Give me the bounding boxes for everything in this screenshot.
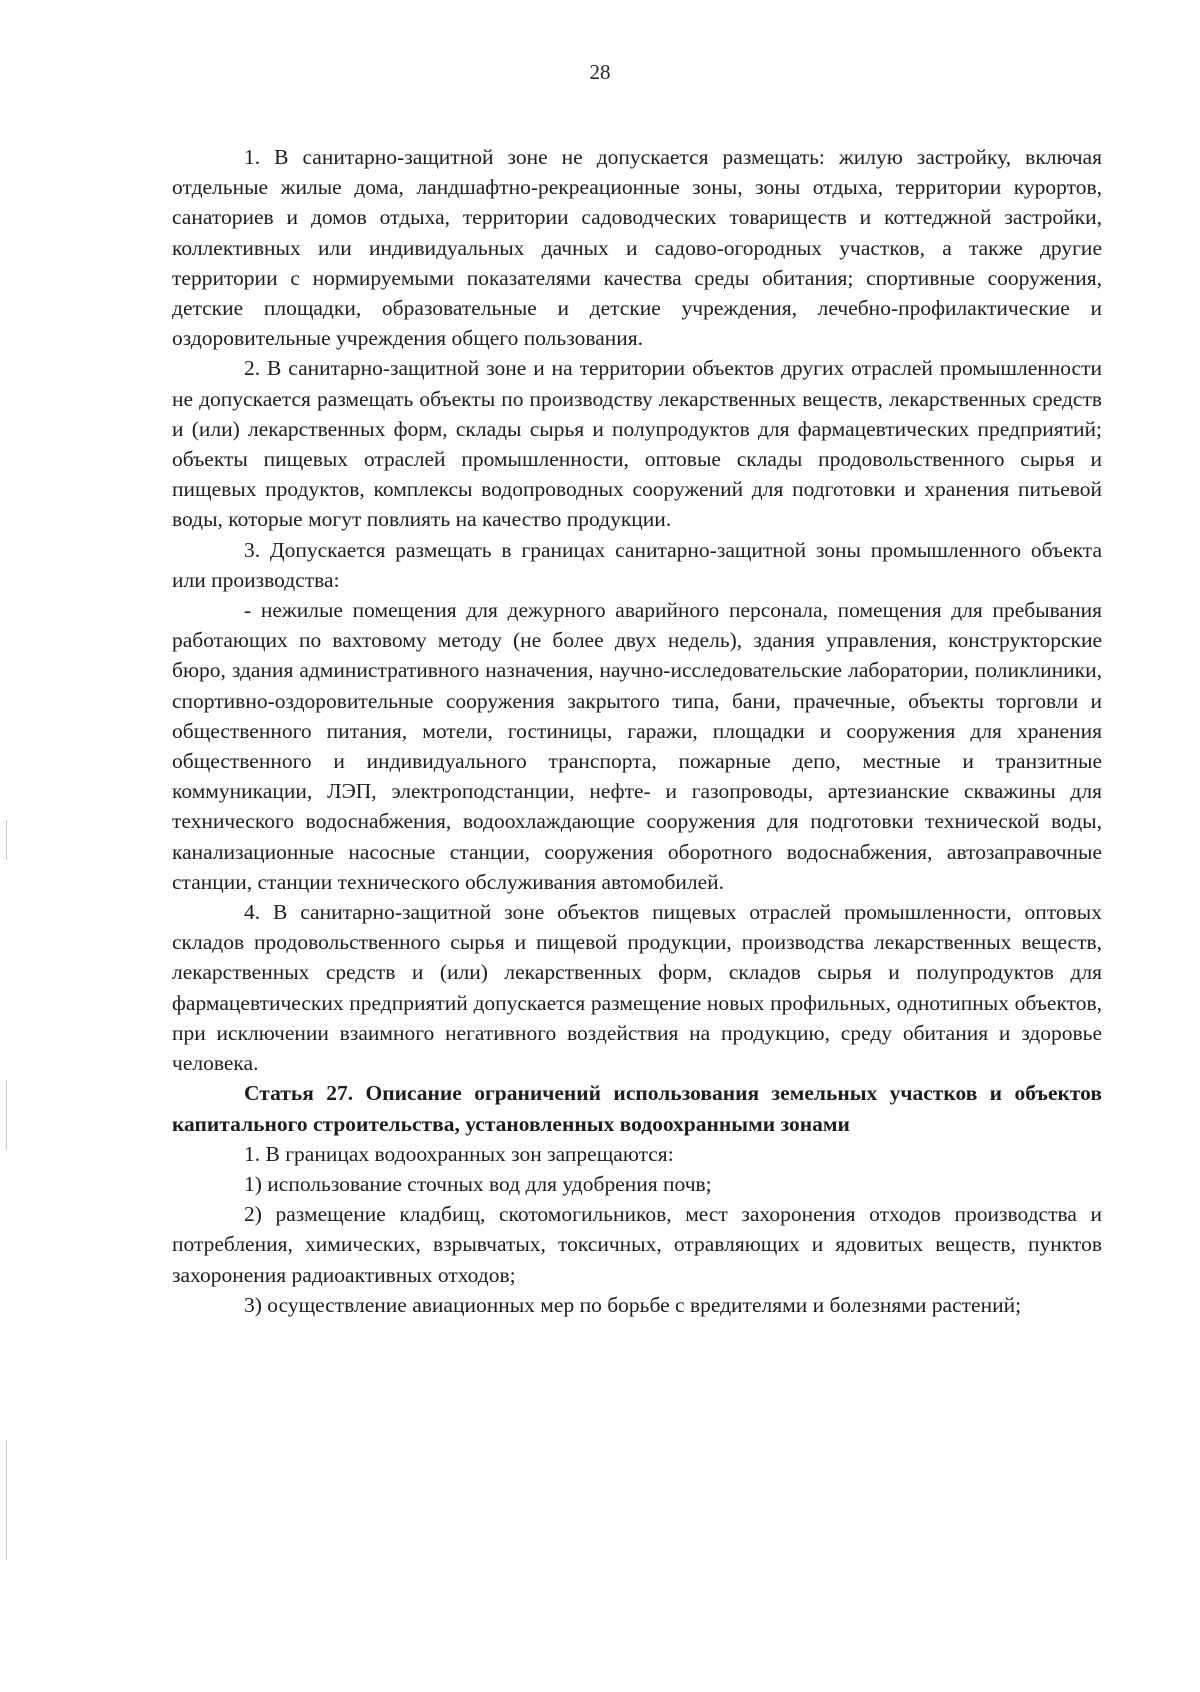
paragraph-4: 4. В санитарно-защитной зоне объектов пищевых отраслей промышленности, оптовых складов продовольственного сырья и пищевой продукции, производства лекарственных веществ, лекарственных средств и (или) лекарственных форм, складов сырья и полупродуктов для фармацевтических предприятий допускается размещение новых профильных, однотипных объектов, при исключении взаимного негативного воздействия на продукцию, среду обитания и здоровье человека. [172, 900, 1102, 1076]
paragraph-1: 1. В санитарно-защитной зоне не допускается размещать: жилую застройку, включая отдельные жилые дома, ландшафтно-рекреационные зоны, зоны отдыха, территории курортов, санаториев и домов отдыха, территории садоводческих товариществ и коттеджной застройки, коллективных или индивидуальных дачных и садово-огородных участков, а также другие территории с нормируемыми показателями качества среды обитания; спортивные сооружения, детские площадки, образовательные и детские учреждения, лечебно-профилактические и оздоровительные учреждения общего пользования. [172, 145, 1102, 351]
article-27-item-3: 2) размещение кладбищ, скотомогильников, мест захоронения отходов производства и потребления, химических, взрывчатых, токсичных, отравляющих и ядовитых веществ, пунктов захоронения радиоактивных отходов; [172, 1202, 1102, 1287]
article-27-item-2: 1) использование сточных вод для удобрения почв; [244, 1171, 712, 1196]
paragraph-2: 2. В санитарно-защитной зоне и на территории объектов других отраслей промышленности не допускается размещать объекты по производству лекарственных веществ, лекарственных средств и (или) лекарственных форм, склады сырья и полупродуктов для фармацевтических предприятий; объекты пищевых отраслей промышленности, оптовые склады продовольственного сырья и пищевых продуктов, комплексы водопроводных сооружений для подготовки и хранения питьевой воды, которые могут повлиять на качество продукции. [172, 356, 1102, 532]
paragraph-3-list: - нежилые помещения для дежурного аварийного персонала, помещения для пребывания работающих по вахтовому методу (не более двух недель), здания управления, конструкторские бюро, здания административного назначения, научно-исследовательские лаборатории, поликлиники, спортивно-оздоровительные сооружения закрытого типа, бани, прачечные, объекты торговли и общественного питания, мотели, гостиницы, гаражи, площадки и сооружения для хранения общественного и индивидуального транспорта, пожарные депо, местные и транзитные коммуникации, ЛЭП, электроподстанции, нефте- и газопроводы, артезианские скважины для технического водоснабжения, водоохлаждающие сооружения для подготовки технической воды, канализационные насосные станции, сооружения оборотного водоснабжения, автозаправочные станции, станции технического обслуживания автомобилей. [172, 598, 1102, 894]
page-number: 28 [589, 60, 611, 84]
article-27-item-1: 1. В границах водоохранных зон запрещаются: [244, 1141, 674, 1166]
document-body [172, 142, 1102, 1320]
scan-artifact [6, 820, 7, 860]
scan-artifact [6, 1080, 7, 1150]
paragraph-3: 3. Допускается размещать в границах санитарно-защитной зоны промышленного объекта или производства: [172, 537, 1102, 592]
scan-artifact [6, 1440, 7, 1560]
article-27-heading: Статья 27. Описание ограничений использования земельных участков и объектов капитального строительства, установленных водоохранными зонами [172, 1081, 1102, 1136]
article-27-item-4: 3) осуществление авиационных мер по борьбе с вредителями и болезнями растений; [244, 1292, 1022, 1317]
